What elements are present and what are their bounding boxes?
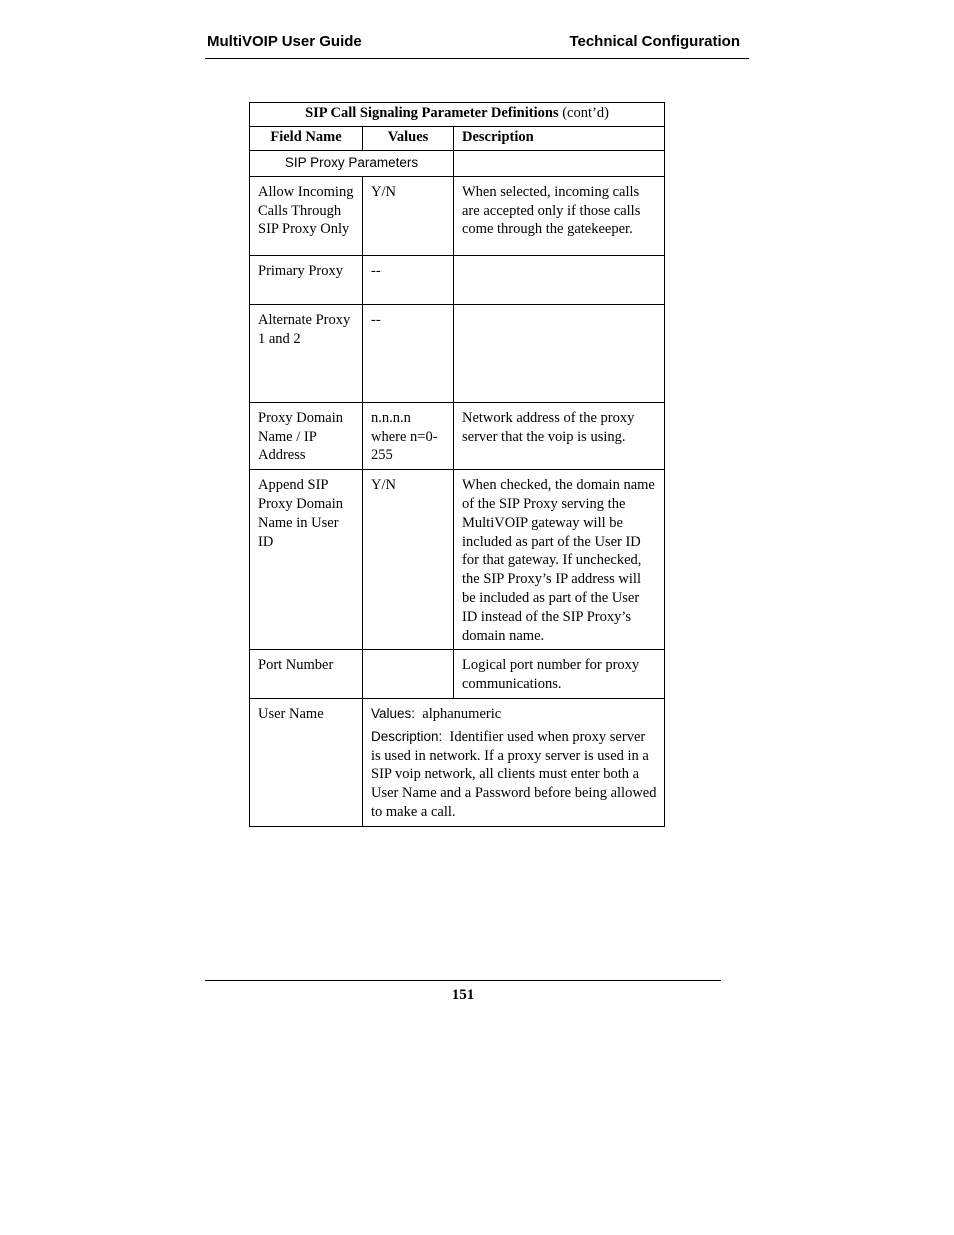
values-cell: n.n.n.n where n=0-255 — [363, 402, 454, 469]
section-label: SIP Proxy Parameters — [250, 151, 454, 177]
header-section-title: Technical Configuration — [569, 33, 740, 50]
description-label: Description: — [371, 728, 443, 744]
header-guide-title: MultiVOIP User Guide — [207, 33, 362, 50]
section-empty-cell — [454, 151, 665, 177]
table-title-suffix: (cont’d) — [562, 105, 609, 121]
column-header-description: Description — [454, 127, 665, 151]
description-cell: Network address of the proxy server that the voip is using. — [454, 402, 665, 469]
values-cell: -- — [363, 255, 454, 304]
values-text: alphanumeric — [422, 705, 502, 722]
table-row — [250, 402, 665, 469]
values-label: Values: — [371, 705, 416, 721]
page-header — [207, 33, 740, 50]
table-row — [250, 176, 665, 255]
description-cell: When checked, the domain name of the SIP Proxy serving the MultiVOIP gateway will be included as part of the User ID for that gateway. If unchecked, the SIP Proxy’s IP address will be included as part of the User ID instead of the SIP Proxy’s domain name. — [454, 470, 665, 650]
description-cell — [454, 304, 665, 402]
description-line — [371, 728, 657, 822]
table-title-row — [250, 103, 665, 127]
column-header-field-name: Field Name — [250, 127, 363, 151]
header-rule — [205, 58, 749, 59]
field-name-cell: User Name — [250, 698, 363, 826]
table-row — [250, 698, 665, 826]
field-name-cell: Append SIP Proxy Domain Name in User ID — [250, 470, 363, 650]
column-header-row — [250, 127, 665, 151]
table-row — [250, 255, 665, 304]
field-name-cell: Port Number — [250, 650, 363, 699]
values-cell: Y/N — [363, 176, 454, 255]
field-name-cell: Alternate Proxy 1 and 2 — [250, 304, 363, 402]
table-title — [250, 103, 665, 127]
field-name-cell: Proxy Domain Name / IP Address — [250, 402, 363, 469]
values-cell — [363, 650, 454, 699]
table-row — [250, 304, 665, 402]
field-name-cell: Allow Incoming Calls Through SIP Proxy Only — [250, 176, 363, 255]
section-row — [250, 151, 665, 177]
values-line — [371, 705, 657, 724]
footer-rule — [205, 980, 721, 981]
table-row — [250, 650, 665, 699]
description-cell: When selected, incoming calls are accepted only if those calls come through the gatekeeper. — [454, 176, 665, 255]
merged-values-description-cell — [363, 698, 665, 826]
description-text: Identifier used when proxy server is used in network. If a proxy server is used in a SIP voip network, all clients must enter both a User Name and a Password before being allowed to make a call. — [371, 728, 657, 820]
description-cell: Logical port number for proxy communications. — [454, 650, 665, 699]
values-cell: -- — [363, 304, 454, 402]
description-cell — [454, 255, 665, 304]
field-name-cell: Primary Proxy — [250, 255, 363, 304]
table-title-text: SIP Call Signaling Parameter Definitions — [305, 105, 559, 121]
page-number: 151 — [451, 987, 475, 1003]
table-row — [250, 470, 665, 650]
values-cell: Y/N — [363, 470, 454, 650]
column-header-values: Values — [363, 127, 454, 151]
sip-parameter-table — [249, 102, 665, 827]
